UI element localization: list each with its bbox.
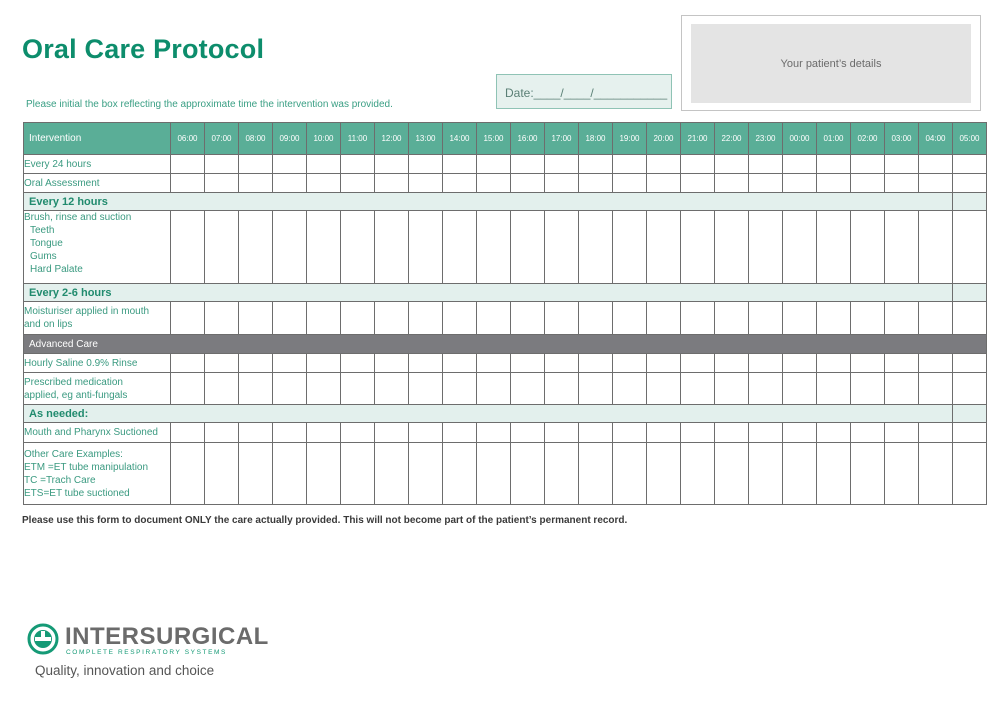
time-cell[interactable] (307, 443, 341, 505)
intervention-label-line: Every 24 hours (24, 158, 92, 170)
time-cell[interactable] (477, 373, 511, 405)
time-cell[interactable] (851, 211, 885, 284)
time-cell[interactable] (341, 211, 375, 284)
time-cell[interactable] (817, 423, 851, 443)
time-cell[interactable] (647, 211, 681, 284)
time-cell[interactable] (885, 302, 919, 335)
time-cell[interactable] (715, 302, 749, 335)
time-cell[interactable] (919, 423, 953, 443)
intervention-label-line: Other Care Examples: (24, 448, 123, 460)
time-cell[interactable] (171, 373, 205, 405)
time-header: 03:00 (885, 123, 919, 155)
time-cell[interactable] (953, 443, 987, 505)
time-cell[interactable] (511, 174, 545, 193)
time-cell[interactable] (953, 373, 987, 405)
time-cell[interactable] (273, 302, 307, 335)
time-cell[interactable] (885, 423, 919, 443)
time-cell[interactable] (375, 155, 409, 174)
company-logo (27, 623, 287, 683)
time-cell[interactable] (715, 155, 749, 174)
time-cell[interactable] (443, 423, 477, 443)
time-cell[interactable] (579, 211, 613, 284)
time-cell[interactable] (477, 354, 511, 373)
time-cell[interactable] (341, 443, 375, 505)
time-header: 08:00 (239, 123, 273, 155)
time-cell[interactable] (273, 443, 307, 505)
time-cell[interactable] (817, 211, 851, 284)
time-cell[interactable] (477, 423, 511, 443)
time-cell[interactable] (205, 155, 239, 174)
time-cell[interactable] (953, 423, 987, 443)
time-cell[interactable] (341, 354, 375, 373)
intervention-label-line: ETS=ET tube suctioned (24, 487, 130, 499)
time-cell[interactable] (783, 443, 817, 505)
time-cell[interactable] (171, 211, 205, 284)
time-cell[interactable] (817, 373, 851, 405)
time-cell[interactable] (647, 155, 681, 174)
time-cell[interactable] (171, 155, 205, 174)
section-row (24, 405, 987, 423)
time-header: 22:00 (715, 123, 749, 155)
time-cell[interactable] (171, 174, 205, 193)
time-cell[interactable] (205, 423, 239, 443)
time-cell[interactable] (273, 174, 307, 193)
time-cell[interactable] (919, 443, 953, 505)
time-cell[interactable] (375, 302, 409, 335)
intervention-label-line: ETM =ET tube manipulation (24, 461, 149, 473)
section-label: Every 12 hours (24, 193, 953, 211)
time-header: 10:00 (307, 123, 341, 155)
time-cell[interactable] (885, 211, 919, 284)
time-cell[interactable] (307, 155, 341, 174)
patient-details-box (681, 15, 981, 111)
time-cell[interactable] (579, 302, 613, 335)
time-cell[interactable] (511, 423, 545, 443)
time-cell[interactable] (545, 211, 579, 284)
time-cell[interactable] (477, 211, 511, 284)
time-cell[interactable] (307, 423, 341, 443)
time-cell[interactable] (715, 373, 749, 405)
time-cell[interactable] (341, 302, 375, 335)
time-cell[interactable] (647, 354, 681, 373)
time-cell[interactable] (681, 373, 715, 405)
intervention-label-line: Tongue (30, 238, 63, 249)
time-cell[interactable] (885, 174, 919, 193)
time-cell[interactable] (477, 174, 511, 193)
time-cell[interactable] (409, 302, 443, 335)
time-cell[interactable] (477, 443, 511, 505)
logo-slogan: Quality, innovation and choice (35, 663, 215, 678)
time-cell[interactable] (239, 211, 273, 284)
date-field[interactable]: Date:____/____/___________ (496, 74, 672, 109)
time-cell[interactable] (341, 174, 375, 193)
intervention-label (24, 443, 171, 505)
time-cell[interactable] (783, 155, 817, 174)
time-cell[interactable] (579, 155, 613, 174)
time-cell[interactable] (273, 423, 307, 443)
time-cell[interactable] (715, 211, 749, 284)
advanced-care-label: Advanced Care (24, 335, 987, 354)
time-cell[interactable] (647, 302, 681, 335)
time-cell[interactable] (647, 174, 681, 193)
time-cell[interactable] (715, 423, 749, 443)
time-cell[interactable] (715, 443, 749, 505)
time-cell[interactable] (613, 354, 647, 373)
time-cell[interactable] (783, 302, 817, 335)
table-row (24, 211, 987, 284)
time-cell[interactable] (783, 354, 817, 373)
time-cell[interactable] (817, 443, 851, 505)
time-cell[interactable] (783, 174, 817, 193)
time-cell[interactable] (375, 443, 409, 505)
time-cell[interactable] (851, 174, 885, 193)
time-cell[interactable] (613, 373, 647, 405)
intervention-label-line: Oral Assessment (24, 177, 100, 189)
time-cell[interactable] (681, 155, 715, 174)
time-cell[interactable] (341, 373, 375, 405)
time-cell[interactable] (953, 155, 987, 174)
time-cell[interactable] (579, 373, 613, 405)
time-cell[interactable] (171, 423, 205, 443)
intervention-label-line: Mouth and Pharynx Suctioned (24, 427, 158, 438)
time-cell[interactable] (545, 373, 579, 405)
time-cell[interactable] (511, 443, 545, 505)
intervention-label (24, 373, 171, 405)
table-row (24, 443, 987, 505)
time-cell[interactable] (681, 443, 715, 505)
time-cell[interactable] (613, 155, 647, 174)
time-cell[interactable] (681, 354, 715, 373)
time-cell[interactable] (681, 302, 715, 335)
time-cell[interactable] (239, 443, 273, 505)
time-cell[interactable] (749, 443, 783, 505)
time-cell[interactable] (681, 174, 715, 193)
time-cell[interactable] (681, 423, 715, 443)
time-cell[interactable] (443, 302, 477, 335)
logo-tagline: COMPLETE RESPIRATORY SYSTEMS (66, 649, 227, 656)
time-header: 11:00 (341, 123, 375, 155)
time-cell[interactable] (409, 423, 443, 443)
time-cell[interactable] (307, 211, 341, 284)
table-row (24, 155, 987, 174)
time-cell[interactable] (919, 155, 953, 174)
time-cell[interactable] (511, 155, 545, 174)
time-cell[interactable] (545, 302, 579, 335)
section-end-cell (953, 193, 987, 211)
time-cell[interactable] (375, 174, 409, 193)
time-cell[interactable] (205, 211, 239, 284)
time-cell[interactable] (511, 354, 545, 373)
time-cell[interactable] (851, 354, 885, 373)
time-header: 14:00 (443, 123, 477, 155)
time-cell[interactable] (341, 423, 375, 443)
time-cell[interactable] (545, 443, 579, 505)
time-cell[interactable] (613, 302, 647, 335)
intervention-label-line: Hard Palate (30, 264, 83, 275)
intervention-label-line: Gums (30, 251, 57, 262)
advanced-care-row (24, 335, 987, 354)
time-cell[interactable] (851, 443, 885, 505)
time-header: 15:00 (477, 123, 511, 155)
time-cell[interactable] (919, 174, 953, 193)
logo-name: INTERSURGICAL (65, 623, 269, 650)
time-cell[interactable] (885, 354, 919, 373)
time-cell[interactable] (443, 155, 477, 174)
time-cell[interactable] (477, 302, 511, 335)
table-row (24, 354, 987, 373)
intervention-label-line: Prescribed medication (24, 376, 123, 388)
time-cell[interactable] (511, 211, 545, 284)
time-cell[interactable] (307, 373, 341, 405)
time-cell[interactable] (783, 373, 817, 405)
intervention-label (24, 174, 171, 193)
time-header: 01:00 (817, 123, 851, 155)
time-cell[interactable] (783, 423, 817, 443)
time-header: 17:00 (545, 123, 579, 155)
time-cell[interactable] (613, 174, 647, 193)
time-cell[interactable] (443, 443, 477, 505)
time-cell[interactable] (375, 373, 409, 405)
table-row (24, 423, 987, 443)
time-cell[interactable] (953, 174, 987, 193)
time-cell[interactable] (579, 443, 613, 505)
time-header: 13:00 (409, 123, 443, 155)
time-cell[interactable] (919, 211, 953, 284)
patient-details-label[interactable]: Your patient’s details (691, 24, 971, 103)
time-cell[interactable] (545, 174, 579, 193)
time-cell[interactable] (749, 423, 783, 443)
time-cell[interactable] (511, 302, 545, 335)
time-cell[interactable] (273, 155, 307, 174)
intervention-label-line: applied, eg anti-fungals (24, 389, 128, 401)
time-cell[interactable] (409, 373, 443, 405)
time-cell[interactable] (953, 211, 987, 284)
time-cell[interactable] (443, 373, 477, 405)
time-cell[interactable] (647, 423, 681, 443)
time-cell[interactable] (239, 373, 273, 405)
time-cell[interactable] (239, 354, 273, 373)
time-cell[interactable] (919, 302, 953, 335)
table-row (24, 302, 987, 335)
time-cell[interactable] (715, 354, 749, 373)
time-cell[interactable] (613, 211, 647, 284)
time-cell[interactable] (817, 354, 851, 373)
section-label: As needed: (24, 405, 953, 423)
time-cell[interactable] (749, 354, 783, 373)
time-cell[interactable] (749, 211, 783, 284)
time-header: 23:00 (749, 123, 783, 155)
time-cell[interactable] (511, 373, 545, 405)
time-cell[interactable] (443, 174, 477, 193)
time-header: 21:00 (681, 123, 715, 155)
time-cell[interactable] (749, 155, 783, 174)
time-cell[interactable] (307, 354, 341, 373)
time-header: 06:00 (171, 123, 205, 155)
header-row (24, 123, 987, 155)
time-cell[interactable] (443, 354, 477, 373)
table-row (24, 373, 987, 405)
time-cell[interactable] (273, 354, 307, 373)
time-cell[interactable] (409, 211, 443, 284)
time-header: 19:00 (613, 123, 647, 155)
time-cell[interactable] (817, 174, 851, 193)
intervention-header: Intervention (24, 123, 171, 155)
time-cell[interactable] (579, 354, 613, 373)
time-cell[interactable] (613, 423, 647, 443)
time-header: 12:00 (375, 123, 409, 155)
time-cell[interactable] (851, 423, 885, 443)
time-cell[interactable] (171, 354, 205, 373)
intervention-label-line: Teeth (30, 225, 55, 236)
time-cell[interactable] (375, 423, 409, 443)
time-cell[interactable] (851, 302, 885, 335)
time-header: 02:00 (851, 123, 885, 155)
time-cell[interactable] (205, 354, 239, 373)
time-cell[interactable] (375, 354, 409, 373)
intervention-label-line: Brush, rinse and suction (24, 212, 132, 223)
care-grid (23, 122, 987, 505)
intervention-label-line: Hourly Saline 0.9% Rinse (24, 357, 138, 369)
time-cell[interactable] (239, 174, 273, 193)
time-header: 18:00 (579, 123, 613, 155)
time-cell[interactable] (205, 373, 239, 405)
time-cell[interactable] (817, 302, 851, 335)
intervention-label (24, 211, 171, 284)
section-label: Every 2-6 hours (24, 284, 953, 302)
section-row (24, 284, 987, 302)
time-cell[interactable] (647, 443, 681, 505)
time-cell[interactable] (409, 174, 443, 193)
time-cell[interactable] (579, 423, 613, 443)
time-cell[interactable] (885, 155, 919, 174)
intersurgical-logo-icon (27, 623, 59, 655)
time-header: 07:00 (205, 123, 239, 155)
time-cell[interactable] (953, 354, 987, 373)
time-cell[interactable] (545, 354, 579, 373)
time-cell[interactable] (885, 443, 919, 505)
time-cell[interactable] (749, 174, 783, 193)
time-cell[interactable] (919, 354, 953, 373)
time-cell[interactable] (885, 373, 919, 405)
time-header: 05:00 (953, 123, 987, 155)
intervention-label-line: Moisturiser applied in mouth (24, 306, 150, 317)
time-cell[interactable] (171, 443, 205, 505)
time-cell[interactable] (273, 211, 307, 284)
time-cell[interactable] (545, 423, 579, 443)
time-cell[interactable] (783, 211, 817, 284)
time-cell[interactable] (851, 155, 885, 174)
intervention-label (24, 423, 171, 443)
intervention-label (24, 302, 171, 335)
time-cell[interactable] (715, 174, 749, 193)
time-cell[interactable] (239, 423, 273, 443)
time-cell[interactable] (239, 155, 273, 174)
time-header: 16:00 (511, 123, 545, 155)
time-cell[interactable] (817, 155, 851, 174)
time-cell[interactable] (443, 211, 477, 284)
time-cell[interactable] (749, 373, 783, 405)
time-cell[interactable] (307, 302, 341, 335)
time-cell[interactable] (477, 155, 511, 174)
time-cell[interactable] (919, 373, 953, 405)
time-cell[interactable] (409, 155, 443, 174)
time-cell[interactable] (545, 155, 579, 174)
intervention-label-line: TC =Trach Care (24, 474, 96, 486)
time-header: 00:00 (783, 123, 817, 155)
page-title: Oral Care Protocol (22, 34, 265, 64)
section-row (24, 193, 987, 211)
table-row (24, 174, 987, 193)
time-cell[interactable] (749, 302, 783, 335)
time-cell[interactable] (307, 174, 341, 193)
time-header: 20:00 (647, 123, 681, 155)
time-cell[interactable] (375, 211, 409, 284)
intervention-label (24, 354, 171, 373)
intervention-label-line: and on lips (24, 319, 73, 330)
time-cell[interactable] (953, 302, 987, 335)
footnote: Please use this form to document ONLY the care actually provided. This will not become part of the patient’s permanent record. (22, 515, 628, 526)
time-cell[interactable] (409, 443, 443, 505)
time-cell[interactable] (647, 373, 681, 405)
time-header: 04:00 (919, 123, 953, 155)
time-cell[interactable] (681, 211, 715, 284)
time-cell[interactable] (851, 373, 885, 405)
intervention-label (24, 155, 171, 174)
time-cell[interactable] (613, 443, 647, 505)
instruction-text: Please initial the box reflecting the approximate time the intervention was provided. (26, 99, 393, 110)
time-cell[interactable] (205, 174, 239, 193)
time-header: 09:00 (273, 123, 307, 155)
time-cell[interactable] (205, 443, 239, 505)
time-cell[interactable] (409, 354, 443, 373)
time-cell[interactable] (239, 302, 273, 335)
time-cell[interactable] (579, 174, 613, 193)
time-cell[interactable] (171, 302, 205, 335)
time-cell[interactable] (341, 155, 375, 174)
section-end-cell (953, 284, 987, 302)
time-cell[interactable] (205, 302, 239, 335)
time-cell[interactable] (273, 373, 307, 405)
section-end-cell (953, 405, 987, 423)
